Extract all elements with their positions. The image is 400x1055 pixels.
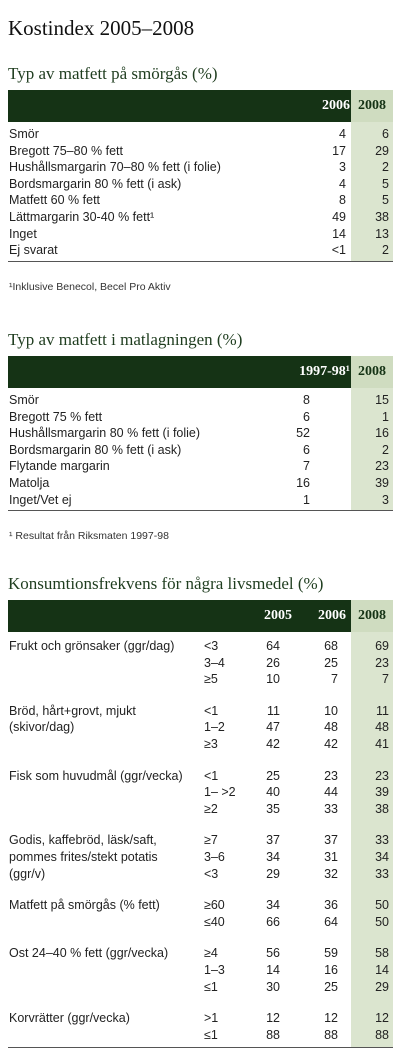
table-row xyxy=(8,801,393,818)
value-2006: 31 xyxy=(324,849,338,864)
value-2006: 42 xyxy=(324,736,338,751)
table-row xyxy=(8,242,393,259)
table3-header xyxy=(8,600,393,632)
value-2005: 30 xyxy=(266,979,280,994)
value-2008: 23 xyxy=(375,459,389,474)
table-row xyxy=(8,671,393,688)
value-2008: 2 xyxy=(382,442,389,457)
table3-header-2008: 2008 xyxy=(351,600,393,632)
value-2005: 34 xyxy=(266,849,280,864)
value-2005: 29 xyxy=(266,866,280,881)
value-2006: 88 xyxy=(324,1027,338,1042)
table-row xyxy=(8,945,393,962)
value-2008: 39 xyxy=(375,785,389,800)
value-2008: 38 xyxy=(375,801,389,816)
value-2008: 41 xyxy=(375,736,389,751)
table-row xyxy=(8,159,393,176)
group-label: Matfett på smörgås (% fett) xyxy=(9,898,160,913)
row-label: Inget xyxy=(9,226,37,241)
row-label: Hushållsmargarin 70–80 % fett (i folie) xyxy=(9,160,221,175)
value-2008: 16 xyxy=(375,426,389,441)
value-2006: 37 xyxy=(324,833,338,848)
table2-title: Typ av matfett i matlagningen (%) xyxy=(8,330,243,349)
value-2005: 12 xyxy=(266,1011,280,1026)
row-label: Smör xyxy=(9,393,39,407)
value-2008: 11 xyxy=(376,703,389,718)
value-2008: 50 xyxy=(375,898,389,913)
frequency-label: <1 xyxy=(204,768,219,783)
frequency-label: ≥2 xyxy=(204,801,218,816)
value-2008: 39 xyxy=(375,475,389,490)
value-2006: 23 xyxy=(324,768,338,783)
frequency-label: >1 xyxy=(204,1011,219,1026)
table1 xyxy=(8,90,393,262)
value-2005: 25 xyxy=(266,768,280,783)
table3-header-2005: 2005 xyxy=(264,608,292,623)
value-2008: 33 xyxy=(375,866,389,881)
value-2006: 68 xyxy=(324,639,338,653)
value-2006: 4 xyxy=(339,127,346,141)
value-2008: 88 xyxy=(375,1027,389,1042)
table-row xyxy=(8,425,393,442)
value-2008: 50 xyxy=(375,914,389,929)
value-2008: 48 xyxy=(375,720,389,735)
table-row xyxy=(8,736,393,753)
page-title: Kostindex 2005–2008 xyxy=(8,16,195,40)
value-1997-98: 6 xyxy=(303,442,310,457)
value-2005: 37 xyxy=(266,833,280,848)
row-group xyxy=(8,638,393,688)
value-2008: 1 xyxy=(382,409,389,424)
frequency-label: ≥5 xyxy=(204,672,218,687)
value-2005: 26 xyxy=(266,655,280,670)
value-2008: 2 xyxy=(382,243,389,258)
table-row xyxy=(8,492,393,509)
frequency-label: ≥7 xyxy=(204,833,218,848)
table1-footnote: ¹Inklusive Benecol, Becel Pro Aktiv xyxy=(9,281,171,293)
group-label: Korvrätter (ggr/vecka) xyxy=(9,1011,130,1026)
table2-header-2008: 2008 xyxy=(351,356,393,388)
frequency-label: 1– >2 xyxy=(204,785,236,800)
row-label: Inget/Vet ej xyxy=(9,492,72,507)
row-label: Hushållsmargarin 80 % fett (i folie) xyxy=(9,426,201,441)
row-label: Lättmargarin 30-40 % fett¹ xyxy=(9,209,155,224)
value-2006: 4 xyxy=(339,176,346,191)
frequency-label: 1–2 xyxy=(204,720,225,735)
value-2008: 7 xyxy=(382,672,389,687)
value-2006: 64 xyxy=(324,914,338,929)
frequency-label: ≤40 xyxy=(204,914,225,929)
table-row xyxy=(8,897,393,914)
value-2008: 29 xyxy=(375,979,389,994)
row-group xyxy=(8,945,393,995)
table-row xyxy=(8,703,393,720)
table-row xyxy=(8,226,393,243)
value-2008: 13 xyxy=(375,226,389,241)
table2 xyxy=(8,356,393,511)
value-1997-98: 1 xyxy=(303,492,310,507)
row-label: Bordsmargarin 80 % fett (i ask) xyxy=(9,176,182,191)
row-group xyxy=(8,897,393,930)
value-2008: 5 xyxy=(382,176,389,191)
table1-header-2006: 2006 xyxy=(322,98,350,113)
table3 xyxy=(8,600,393,1048)
value-2008: 5 xyxy=(382,193,389,208)
table-row xyxy=(8,655,393,672)
value-2005: 11 xyxy=(267,703,280,718)
frequency-label: 3–4 xyxy=(204,655,225,670)
value-2008: 15 xyxy=(375,393,389,407)
frequency-label: <3 xyxy=(204,639,219,653)
row-label: Bregott 75–80 % fett xyxy=(9,143,123,158)
value-2008: 6 xyxy=(382,127,389,141)
row-group xyxy=(8,832,393,882)
value-1997-98: 8 xyxy=(303,393,310,407)
row-group xyxy=(8,703,393,753)
value-2008: 58 xyxy=(375,946,389,961)
value-2008: 14 xyxy=(375,962,389,977)
value-2008: 34 xyxy=(375,849,389,864)
table-row xyxy=(8,192,393,209)
value-2008: 69 xyxy=(375,639,389,653)
table-row xyxy=(8,409,393,426)
table-row xyxy=(8,143,393,160)
group-label: Ost 24–40 % fett (ggr/vecka) xyxy=(9,946,169,961)
table-row xyxy=(8,914,393,931)
value-2006: 10 xyxy=(324,703,338,718)
value-2008: 23 xyxy=(375,655,389,670)
value-2006: 44 xyxy=(324,785,338,800)
group-label: Bröd, hårt+grovt, mjukt (skivor/dag) xyxy=(9,703,136,735)
table2-header-1997: 1997-98¹ xyxy=(299,364,350,379)
value-2005: 35 xyxy=(266,801,280,816)
value-2006: 59 xyxy=(324,946,338,961)
table2-body xyxy=(8,388,393,511)
value-2008: 38 xyxy=(375,209,389,224)
value-2005: 42 xyxy=(266,736,280,751)
table1-body xyxy=(8,122,393,262)
group-label: Frukt och grönsaker (ggr/dag) xyxy=(9,639,175,653)
table-row xyxy=(8,209,393,226)
table-row xyxy=(8,176,393,193)
value-2006: 7 xyxy=(331,672,338,687)
row-label: Ej svarat xyxy=(9,243,58,258)
table-row xyxy=(8,784,393,801)
frequency-label: 1–3 xyxy=(204,962,225,977)
value-1997-98: 16 xyxy=(296,475,310,490)
table3-header-2006: 2006 xyxy=(318,608,346,623)
frequency-label: ≤1 xyxy=(204,979,218,994)
value-2008: 23 xyxy=(375,768,389,783)
value-2006: 49 xyxy=(332,209,346,224)
value-2008: 12 xyxy=(375,1011,389,1026)
value-2005: 66 xyxy=(266,914,280,929)
value-2006: 36 xyxy=(324,898,338,913)
value-1997-98: 6 xyxy=(303,409,310,424)
table1-header xyxy=(8,90,393,122)
value-2006: 14 xyxy=(332,226,346,241)
table-row xyxy=(8,832,393,849)
value-2006: 12 xyxy=(324,1011,338,1026)
value-2006: 32 xyxy=(324,866,338,881)
value-2006: <1 xyxy=(331,243,346,258)
value-2006: 8 xyxy=(339,193,346,208)
value-2005: 14 xyxy=(266,962,280,977)
table-row xyxy=(8,849,393,866)
frequency-label: ≥4 xyxy=(204,946,218,961)
value-2005: 10 xyxy=(266,672,280,687)
table-row xyxy=(8,392,393,409)
value-2006: 16 xyxy=(324,962,338,977)
table-row xyxy=(8,768,393,785)
table-row xyxy=(8,866,393,883)
table-row xyxy=(8,475,393,492)
value-2005: 47 xyxy=(266,720,280,735)
row-group xyxy=(8,1010,393,1043)
table2-footnote: ¹ Resultat från Riksmaten 1997-98 xyxy=(9,530,169,542)
frequency-label: ≥3 xyxy=(204,736,218,751)
group-label: Fisk som huvudmål (ggr/vecka) xyxy=(9,768,183,783)
value-2005: 64 xyxy=(266,639,280,653)
table-row xyxy=(8,442,393,459)
value-2005: 56 xyxy=(266,946,280,961)
row-label: Bordsmargarin 80 % fett (i ask) xyxy=(9,442,182,457)
value-2008: 2 xyxy=(382,160,389,175)
row-label: Flytande margarin xyxy=(9,459,110,474)
table3-title: Konsumtionsfrekvens för några livsmedel (%) xyxy=(8,574,324,593)
row-label: Bregott 75 % fett xyxy=(9,409,103,424)
frequency-label: 3–6 xyxy=(204,849,225,864)
table-row xyxy=(8,126,393,143)
value-2006: 33 xyxy=(324,801,338,816)
value-2005: 88 xyxy=(266,1027,280,1042)
table-row xyxy=(8,1010,393,1027)
row-label: Smör xyxy=(9,127,39,141)
table-row xyxy=(8,638,393,655)
frequency-label: ≥60 xyxy=(204,898,225,913)
group-label: Godis, kaffebröd, läsk/saft, pommes frites/stekt potatis (ggr/v) xyxy=(9,833,158,881)
row-group xyxy=(8,768,393,818)
frequency-label: <3 xyxy=(204,866,219,881)
frequency-label: <1 xyxy=(204,703,219,718)
table-row xyxy=(8,719,393,736)
row-label: Matfett 60 % fett xyxy=(9,193,101,208)
value-2006: 3 xyxy=(339,160,346,175)
value-2006: 48 xyxy=(324,720,338,735)
table-row xyxy=(8,979,393,996)
table-row xyxy=(8,1027,393,1044)
row-label: Matolja xyxy=(9,475,50,490)
table-row xyxy=(8,962,393,979)
table-row xyxy=(8,458,393,475)
value-2005: 40 xyxy=(266,785,280,800)
value-2006: 17 xyxy=(332,143,346,158)
table2-header xyxy=(8,356,393,388)
value-2008: 3 xyxy=(382,492,389,507)
table1-header-2008: 2008 xyxy=(351,90,393,122)
value-2008: 33 xyxy=(375,833,389,848)
value-2006: 25 xyxy=(324,979,338,994)
table1-title: Typ av matfett på smörgås (%) xyxy=(8,64,218,83)
table3-body xyxy=(8,632,393,1048)
value-2005: 34 xyxy=(266,898,280,913)
value-1997-98: 52 xyxy=(296,426,310,441)
value-1997-98: 7 xyxy=(303,459,310,474)
value-2008: 29 xyxy=(375,143,389,158)
frequency-label: ≤1 xyxy=(204,1027,218,1042)
value-2006: 25 xyxy=(324,655,338,670)
